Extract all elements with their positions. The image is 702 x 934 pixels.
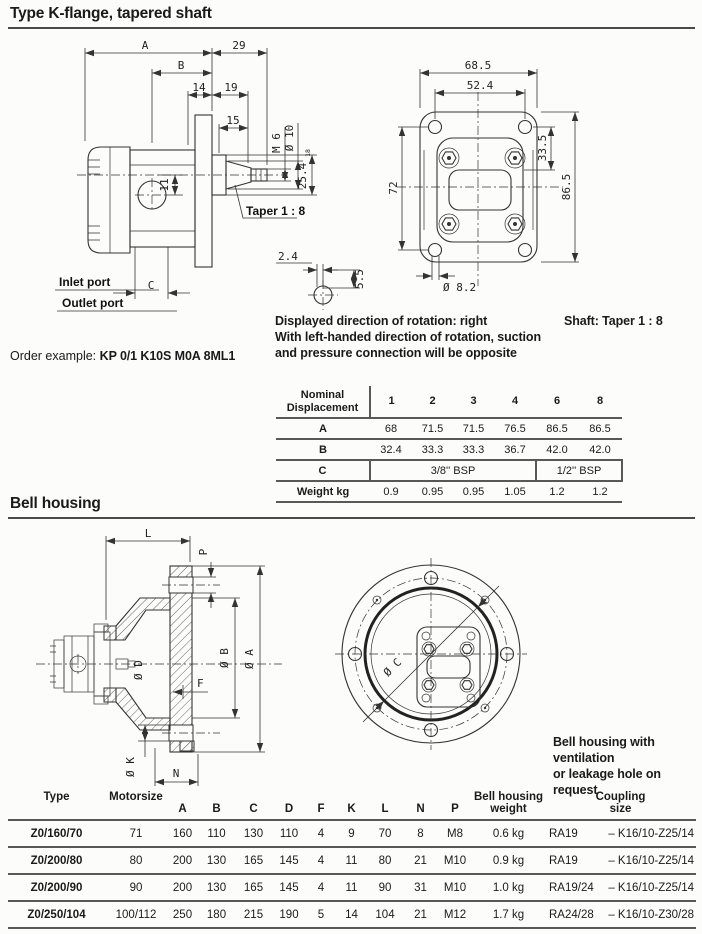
dim-c-label: C <box>147 279 155 292</box>
table-cell: 8 <box>403 820 438 847</box>
table-cell: 76.5 <box>494 418 536 439</box>
table-cell: 70 <box>367 820 403 847</box>
table-cell: 21 <box>403 847 438 874</box>
bell-table-row <box>8 847 696 874</box>
rotation-note <box>275 313 541 361</box>
dim-11-label: 11 <box>158 178 171 192</box>
bsp-right-cell: 1/2'' BSP <box>536 460 622 481</box>
table-cell: 9 <box>336 820 367 847</box>
type-cell: Z0/250/104 <box>8 901 105 928</box>
dim-524-label: 52.4 <box>466 79 494 92</box>
bell-note-line1: Bell housing with ventilation <box>553 735 655 765</box>
order-example-code: KP 0/1 K10S M0A 8ML1 <box>99 349 236 363</box>
rotation-note-line1: Displayed direction of rotation: right <box>275 314 488 328</box>
dim-hole-label: Ø 8.2 <box>443 281 477 294</box>
col-type-header: Type <box>8 791 105 820</box>
dim-254-tolerance: 18 <box>304 149 312 157</box>
bell-table-row <box>8 874 696 901</box>
order-example <box>10 349 235 363</box>
row-a-label: A <box>276 418 370 439</box>
table-cell: 4 <box>306 874 336 901</box>
row-weight <box>276 481 622 502</box>
weight-cell: 0.6 kg <box>472 820 545 847</box>
table-cell: 33.3 <box>453 439 494 460</box>
inlet-port-label: Inlet port <box>59 275 111 289</box>
motorsize-cell: 71 <box>105 820 167 847</box>
col-6: 6 <box>536 386 578 418</box>
row-b-label: B <box>276 439 370 460</box>
table-cell: 180 <box>198 901 235 928</box>
bell-note <box>553 734 702 798</box>
dim-n-label: N <box>172 767 180 780</box>
table-cell: 1.2 <box>536 481 578 502</box>
table-cell: 165 <box>235 874 272 901</box>
table-cell: 130 <box>198 847 235 874</box>
table-cell: 130 <box>198 874 235 901</box>
table-cell: M10 <box>438 847 472 874</box>
table-cell: 42.0 <box>578 439 622 460</box>
col-2: 2 <box>412 386 453 418</box>
bell-front-pump-flange <box>417 627 480 707</box>
type-cell: Z0/200/80 <box>8 847 105 874</box>
coupling-k: – K16/10-Z25/14 <box>608 881 694 894</box>
dim-19-label: 19 <box>224 81 238 94</box>
col-p-header: P <box>438 791 472 820</box>
coupling-ra: RA19/24 <box>549 881 594 894</box>
table-cell: 80 <box>367 847 403 874</box>
bell-side-drawing <box>30 520 295 805</box>
motorsize-cell: 80 <box>105 847 167 874</box>
table-cell: M8 <box>438 820 472 847</box>
table-cell: 200 <box>167 874 198 901</box>
table-cell: 145 <box>272 874 306 901</box>
dim-bell-c-label: Ø C <box>380 655 405 680</box>
dim-685-label: 68.5 <box>464 59 492 72</box>
dim-254-label: 25.4 <box>296 162 309 190</box>
row-c-label: C <box>276 460 370 481</box>
dim-bell-b-label: Ø B <box>218 648 231 668</box>
weight-cell: 1.0 kg <box>472 874 545 901</box>
table-cell: 86.5 <box>578 418 622 439</box>
flange-bolts <box>439 148 525 234</box>
displacement-table-grid <box>276 386 623 503</box>
coupling-cell <box>545 874 696 901</box>
shaft-note: Shaft: Taper 1 : 8 <box>564 314 663 328</box>
bell-table-row <box>8 820 696 847</box>
table-cell: 90 <box>367 874 403 901</box>
coupling-ra: RA19 <box>549 827 578 840</box>
dim-29-label: 29 <box>232 39 246 52</box>
table-cell: 0.9 <box>370 481 412 502</box>
displacement-table <box>276 386 622 503</box>
table-cell: 86.5 <box>536 418 578 439</box>
displacement-header-cell <box>276 386 370 418</box>
table-cell: 0.95 <box>412 481 453 502</box>
flange-plate <box>397 92 563 286</box>
table-cell: 11 <box>336 847 367 874</box>
col-k-header: K <box>336 791 367 820</box>
coupling-k: – K16/10-Z25/14 <box>608 854 694 867</box>
type-cell: Z0/200/90 <box>8 874 105 901</box>
pump-body <box>88 115 267 267</box>
coupling-ra: RA24/28 <box>549 908 594 921</box>
table-cell: 104 <box>367 901 403 928</box>
taper-label: Taper 1 : 8 <box>246 204 306 218</box>
flange-front-drawing <box>385 48 620 303</box>
rotation-note-line2: With left-handed direction of rotation, suction <box>275 330 542 344</box>
table-cell: 160 <box>167 820 198 847</box>
dim-72-label: 72 <box>387 181 400 195</box>
table-cell: 110 <box>198 820 235 847</box>
table-cell: 14 <box>336 901 367 928</box>
dim-p-label: P <box>197 548 210 556</box>
table-cell: 165 <box>235 847 272 874</box>
type-cell: Z0/160/70 <box>8 820 105 847</box>
table-cell: 32.4 <box>370 439 412 460</box>
table-cell: 5 <box>306 901 336 928</box>
coupling-k: – K16/10-Z25/14 <box>608 827 694 840</box>
row-c <box>276 460 622 481</box>
dim-bell-a-label: Ø A <box>243 649 256 669</box>
table-cell: 110 <box>272 820 306 847</box>
section-flange-rule <box>8 27 695 29</box>
dim-m6-label: M 6 <box>270 133 283 153</box>
table-cell: 215 <box>235 901 272 928</box>
dim-55-label: 5.5 <box>353 269 366 289</box>
table-cell: 71.5 <box>412 418 453 439</box>
table-cell: 250 <box>167 901 198 928</box>
row-weight-label: Weight kg <box>276 481 370 502</box>
table-cell: 4 <box>306 847 336 874</box>
col-3: 3 <box>453 386 494 418</box>
col-d-header: D <box>272 791 306 820</box>
dim-k-label: Ø K <box>124 757 137 777</box>
dim-14-label: 14 <box>192 81 206 94</box>
dim-24-label: 2.4 <box>278 250 298 263</box>
section-bell-rule <box>8 517 695 519</box>
dim-l-label: L <box>144 527 152 540</box>
table-cell: 68 <box>370 418 412 439</box>
port-detail-drawing <box>272 240 402 318</box>
col-weight-header: Bell housing weight <box>472 791 545 820</box>
section-flange-title: Type K-flange, tapered shaft <box>10 5 212 22</box>
dim-d10-label: Ø 10 <box>283 124 296 152</box>
table-cell: 42.0 <box>536 439 578 460</box>
col-motorsize-header: Motorsize <box>105 791 167 820</box>
row-a <box>276 418 622 439</box>
dim-b-label: B <box>177 59 185 72</box>
coupling-cell <box>545 847 696 874</box>
outlet-port-label: Outlet port <box>62 296 124 310</box>
bell-table-grid <box>8 791 696 929</box>
motorsize-cell: 100/112 <box>105 901 167 928</box>
table-cell: 4 <box>306 820 336 847</box>
table-cell: 1.05 <box>494 481 536 502</box>
bell-table-row <box>8 901 696 928</box>
coupling-k: – K16/10-Z30/28 <box>608 908 694 921</box>
table-cell: 130 <box>235 820 272 847</box>
table-cell: 200 <box>167 847 198 874</box>
table-cell: 1.2 <box>578 481 622 502</box>
col-a-header: A <box>167 791 198 820</box>
col-1: 1 <box>370 386 412 418</box>
dim-f-label: F <box>197 677 204 690</box>
table-cell: 0.95 <box>453 481 494 502</box>
table-cell: 11 <box>336 874 367 901</box>
dim-a-label: A <box>141 39 149 52</box>
bell-table <box>8 791 696 929</box>
section-bell-title: Bell housing <box>10 495 101 512</box>
col-8: 8 <box>578 386 622 418</box>
motorsize-cell: 90 <box>105 874 167 901</box>
rotation-note-line3: and pressure connection will be opposite <box>275 346 517 360</box>
order-example-label: Order example: <box>10 349 97 363</box>
weight-cell: 1.7 kg <box>472 901 545 928</box>
header-line2: Displacement <box>286 401 359 414</box>
col-b-header: B <box>198 791 235 820</box>
table-cell: 145 <box>272 847 306 874</box>
bsp-left-cell: 3/8'' BSP <box>370 460 536 481</box>
row-b <box>276 439 622 460</box>
col-c-header: C <box>235 791 272 820</box>
col-f-header: F <box>306 791 336 820</box>
coupling-ra: RA19 <box>549 854 578 867</box>
coupling-cell <box>545 820 696 847</box>
col-n-header: N <box>403 791 438 820</box>
dim-335-label: 33.5 <box>536 134 549 162</box>
bell-note-line2: or leakage hole on request <box>553 767 661 797</box>
col-coupling-header: Coupling size <box>545 791 696 820</box>
coupling-cell <box>545 901 696 928</box>
table-cell: 190 <box>272 901 306 928</box>
table-cell: 33.3 <box>412 439 453 460</box>
col-4: 4 <box>494 386 536 418</box>
port-detail-dimension-lines <box>276 263 360 288</box>
weight-cell: 0.9 kg <box>472 847 545 874</box>
col-l-header: L <box>367 791 403 820</box>
table-cell: 21 <box>403 901 438 928</box>
table-cell: M12 <box>438 901 472 928</box>
bell-front-drawing <box>325 548 565 776</box>
table-cell: 71.5 <box>453 418 494 439</box>
table-cell: M10 <box>438 874 472 901</box>
table-cell: 31 <box>403 874 438 901</box>
flange-dimension-lines <box>398 69 579 280</box>
dim-15-label: 15 <box>226 114 240 127</box>
dim-bell-d-label: Ø D <box>132 660 145 680</box>
header-line1: Nominal <box>300 388 345 401</box>
table-cell: 36.7 <box>494 439 536 460</box>
dim-865-label: 86.5 <box>560 173 573 201</box>
